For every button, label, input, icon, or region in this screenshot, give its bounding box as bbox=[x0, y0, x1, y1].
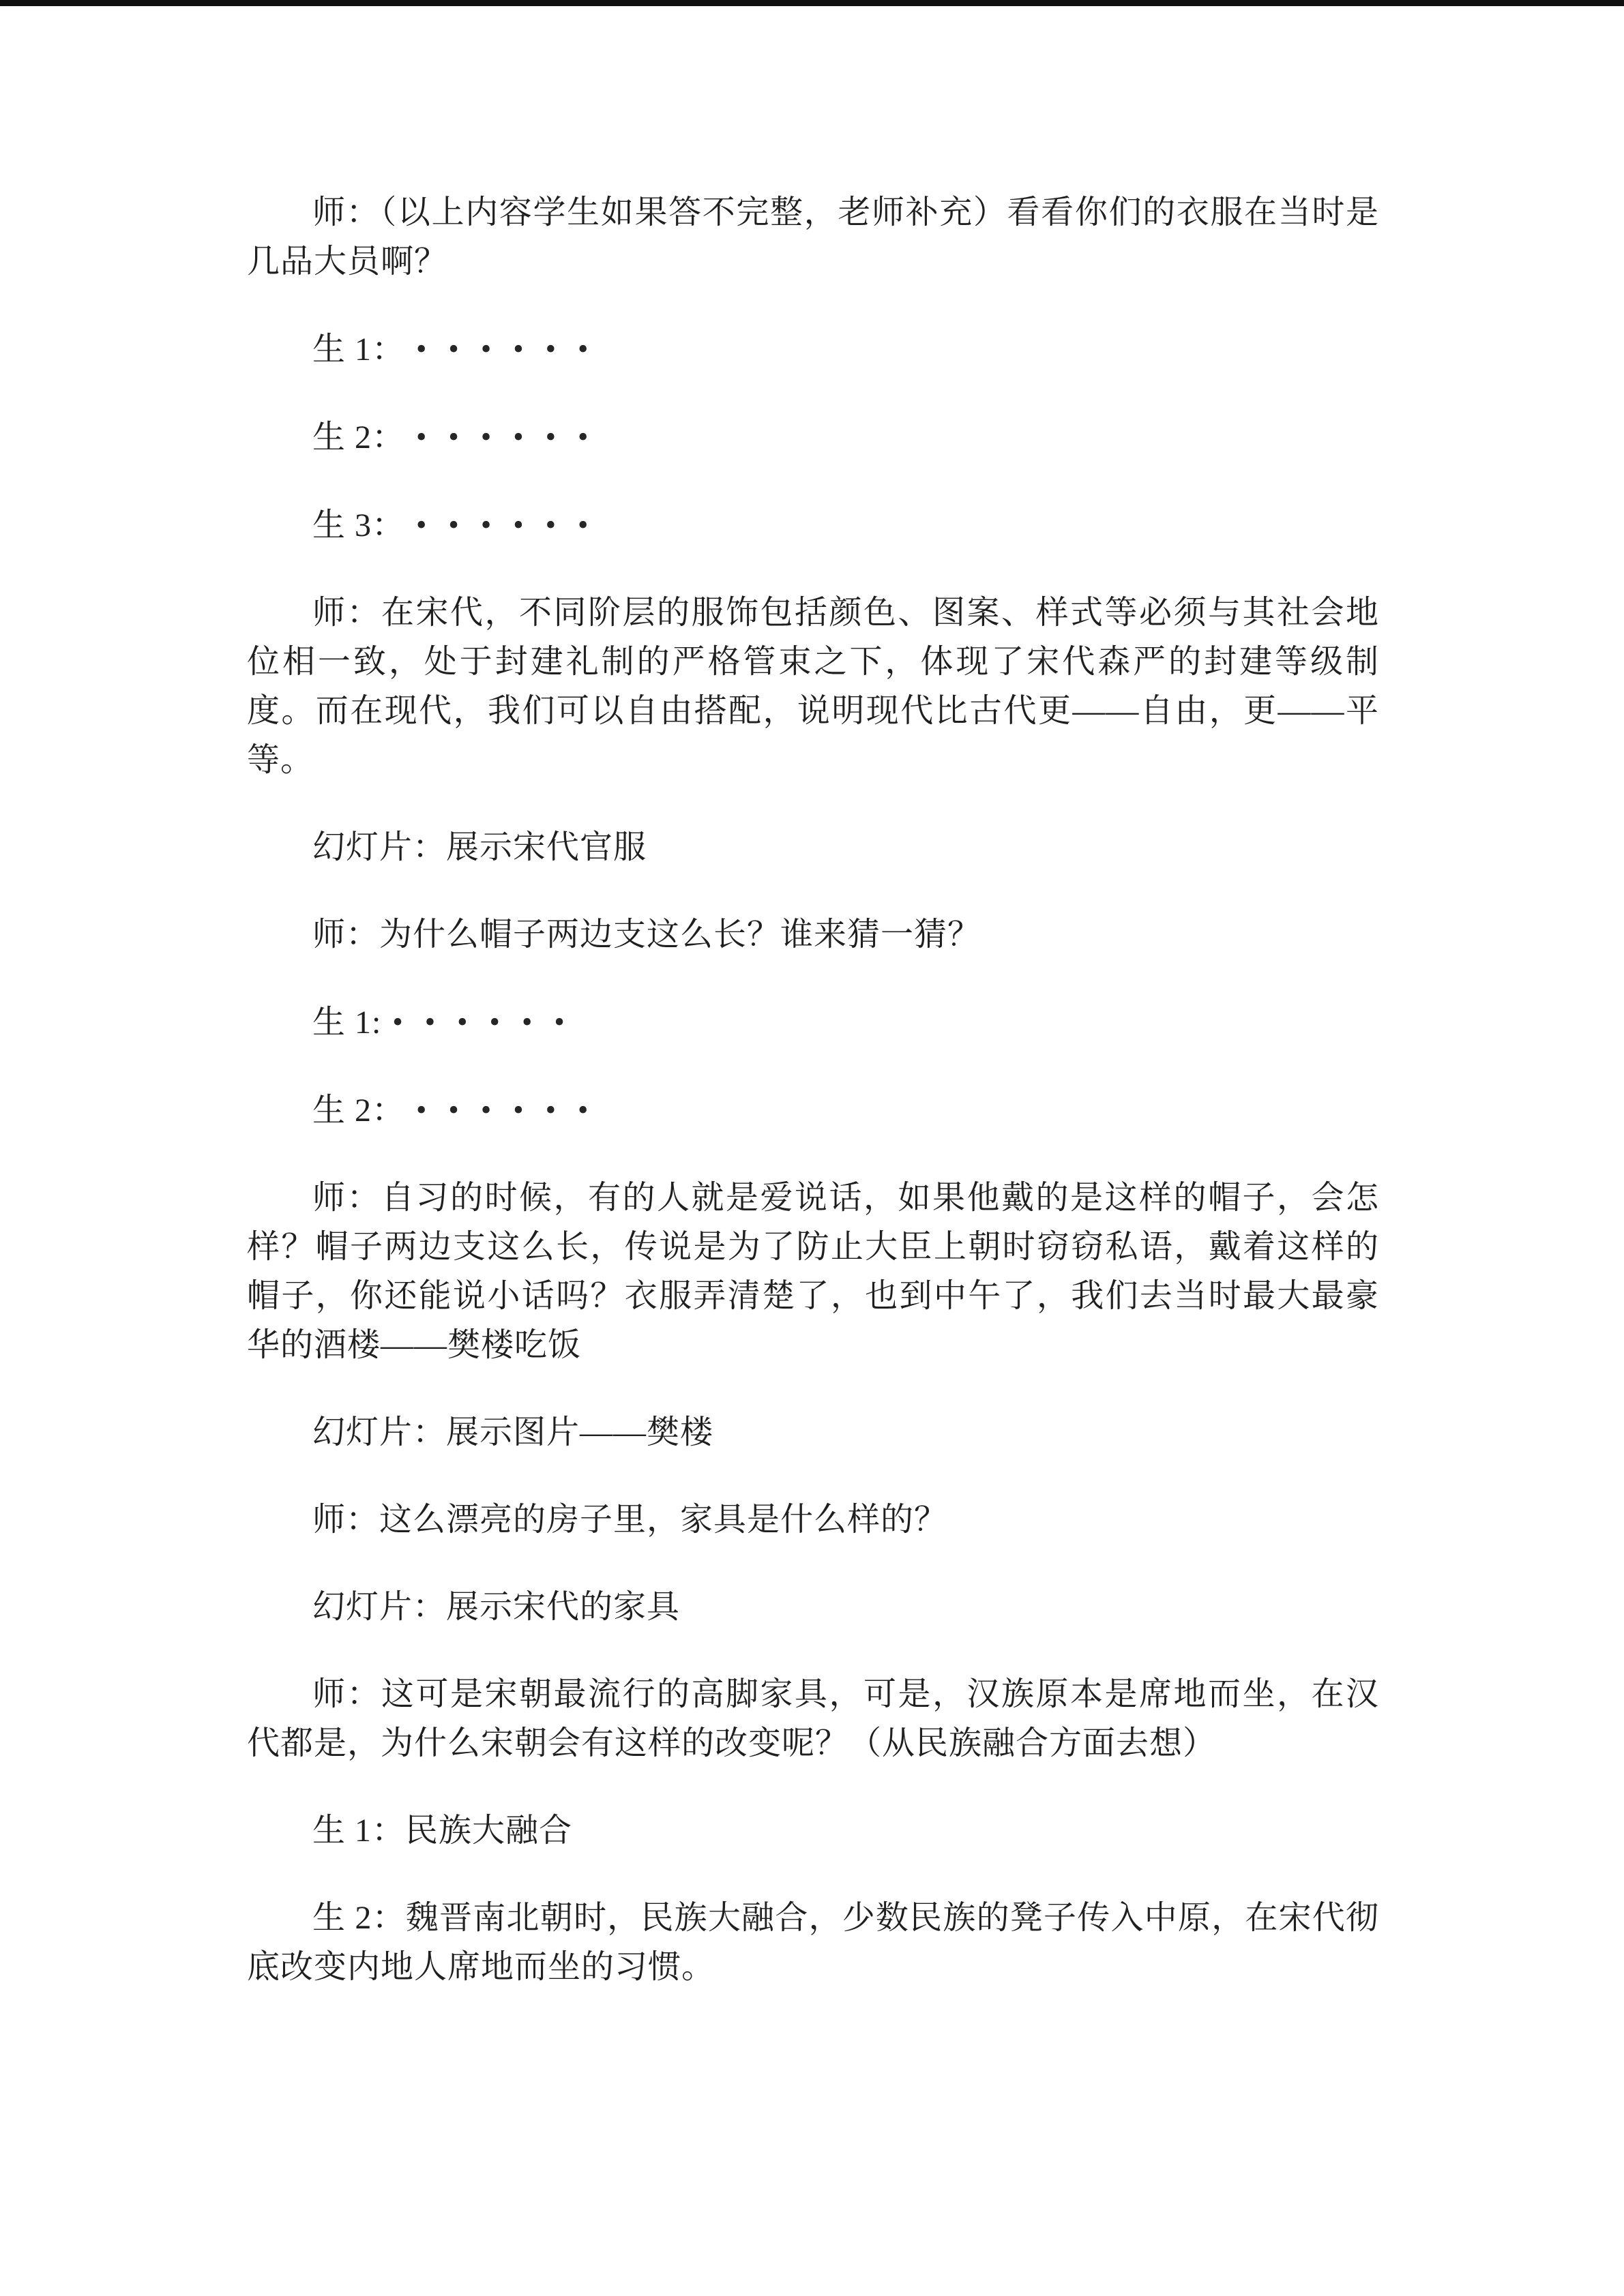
ellipsis-dots: •••••• bbox=[416, 420, 610, 453]
student-line: 生 2：魏晋南北朝时，民族大融合，少数民族的凳子传入中原，在宋代彻底改变内地人席地而坐的习惯。 bbox=[247, 1900, 1379, 1985]
ellipsis-dots: •••••• bbox=[392, 1005, 587, 1039]
student-speaker-label: 生 3： bbox=[312, 507, 406, 543]
ellipsis-dots: •••••• bbox=[416, 332, 610, 366]
slide-cue-line: 幻灯片：展示图片——樊楼 bbox=[312, 1414, 714, 1450]
student-speaker-label: 生 1: bbox=[312, 1004, 382, 1041]
document-content bbox=[247, 188, 1379, 1992]
student-speaker-label: 生 1： bbox=[312, 331, 406, 368]
teacher-line: 师：这么漂亮的房子里，家具是什么样的？ bbox=[312, 1502, 948, 1538]
student-speaker-label: 生 2： bbox=[312, 419, 406, 456]
student-line: 生 1：民族大融合 bbox=[312, 1813, 573, 1849]
student-ellipsis-line bbox=[247, 325, 1379, 374]
page-top-edge-bar bbox=[0, 0, 1624, 6]
student-ellipsis-line bbox=[247, 998, 1379, 1047]
student-ellipsis-line bbox=[247, 1086, 1379, 1135]
student-ellipsis-line bbox=[247, 501, 1379, 550]
teacher-line: 师：（以上内容学生如果答不完整，老师补充）看看你们的衣服在当时是几品大员啊？ bbox=[247, 194, 1379, 280]
ellipsis-dots: •••••• bbox=[416, 508, 610, 541]
student-ellipsis-line bbox=[247, 413, 1379, 462]
teacher-line: 师：在宋代，不同阶层的服饰包括颜色、图案、样式等必须与其社会地位相一致，处于封建礼制的严格管束之下，体现了宋代森严的封建等级制度。而在现代，我们可以自由搭配，说明现代比古代更——自由，更——平等。 bbox=[247, 595, 1379, 778]
teacher-line: 师：自习的时候，有的人就是爱说话，如果他戴的是这样的帽子，会怎样？帽子两边支这么长，传说是为了防止大臣上朝时窃窃私语，戴着这样的帽子，你还能说小话吗？衣服弄清楚了，也到中午了，我们去当时最大最豪华的酒楼——樊楼吃饭 bbox=[247, 1180, 1379, 1363]
ellipsis-dots: •••••• bbox=[416, 1093, 610, 1127]
slide-cue-line: 幻灯片：展示宋代的家具 bbox=[312, 1589, 681, 1625]
slide-cue-line: 幻灯片：展示宋代官服 bbox=[312, 829, 647, 865]
teacher-line: 师：为什么帽子两边支这么长？谁来猜一猜？ bbox=[312, 916, 981, 953]
teacher-line: 师：这可是宋朝最流行的高脚家具，可是，汉族原本是席地而坐，在汉代都是，为什么宋朝会有这样的改变呢？（从民族融合方面去想） bbox=[247, 1676, 1379, 1761]
student-speaker-label: 生 2： bbox=[312, 1092, 406, 1129]
